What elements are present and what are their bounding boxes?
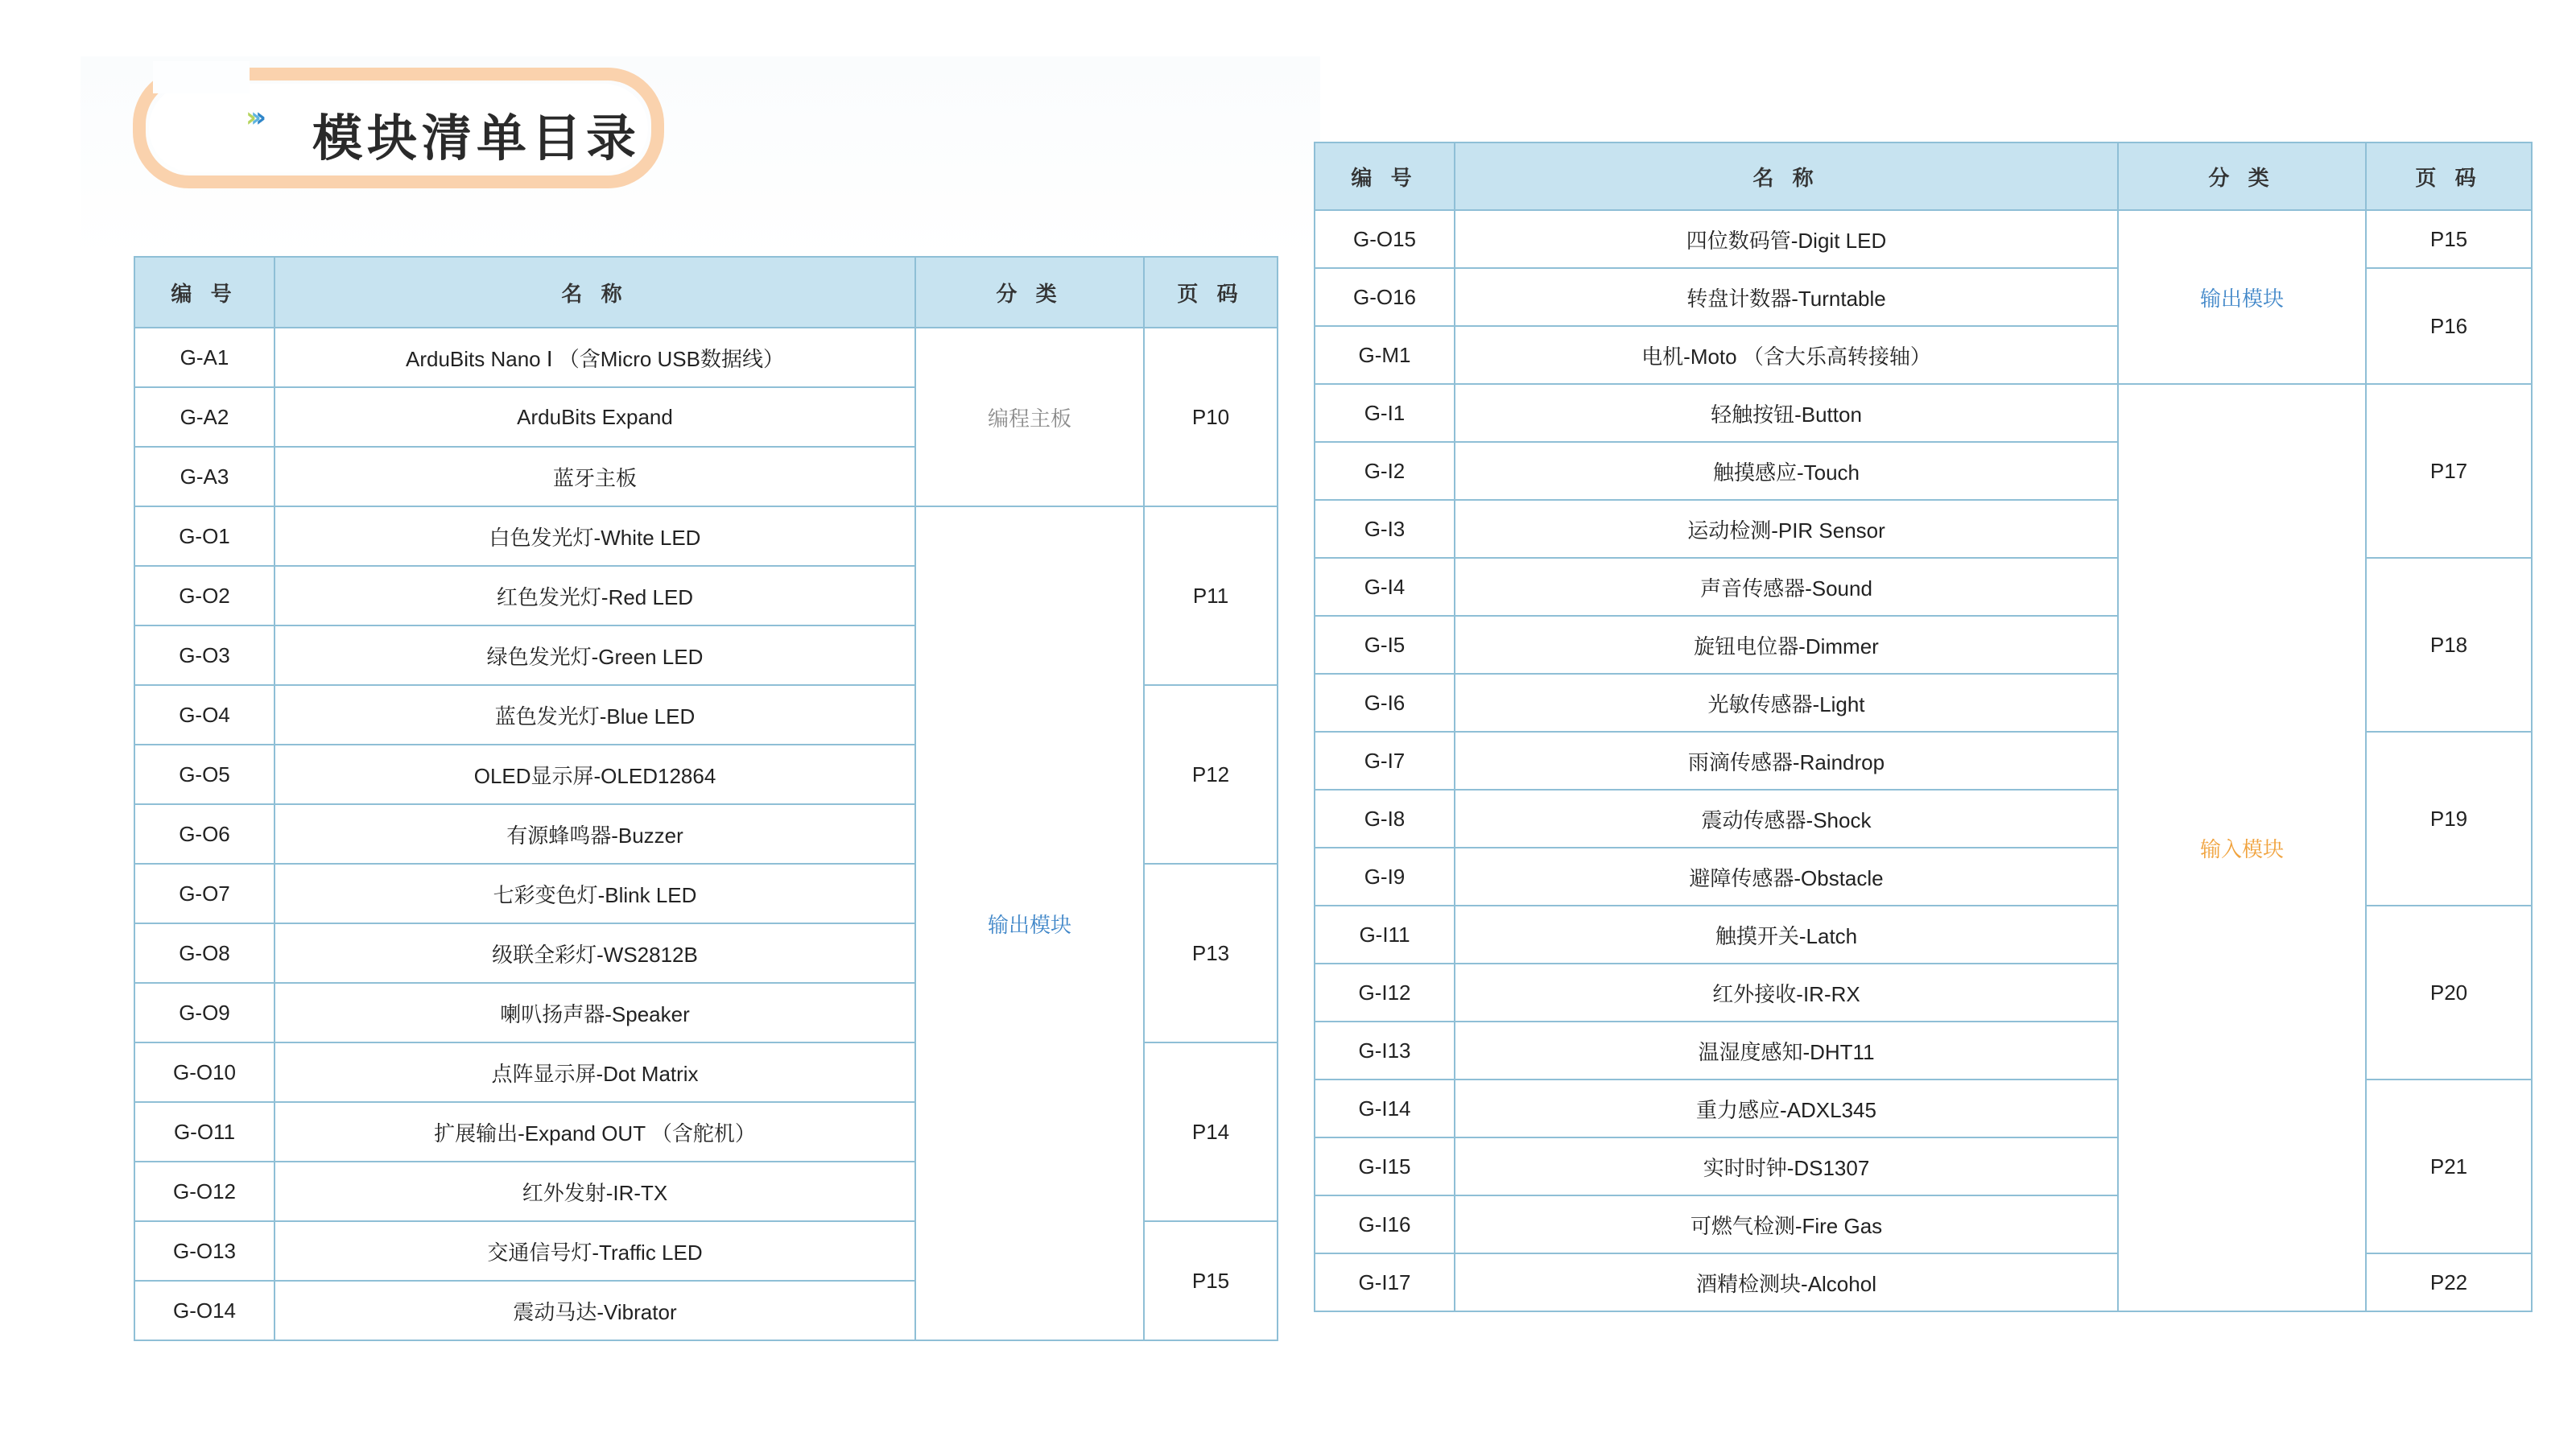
module-name: 红色发光灯-Red LED <box>275 566 915 625</box>
module-id: G-I5 <box>1315 616 1455 674</box>
module-name: 级联全彩灯-WS2812B <box>275 923 915 983</box>
module-name: 可燃气检测-Fire Gas <box>1455 1195 2118 1253</box>
module-name: ArduBits Expand <box>275 387 915 447</box>
module-name: 电机-Moto （含大乐高转接轴） <box>1455 326 2118 384</box>
table-row <box>134 328 1278 387</box>
module-id: G-O15 <box>1315 210 1455 268</box>
header-page: 页 码 <box>1144 257 1278 328</box>
header-id: 编 号 <box>134 257 275 328</box>
module-id: G-I6 <box>1315 674 1455 732</box>
module-name: 实时时钟-DS1307 <box>1455 1137 2118 1195</box>
module-name: 雨滴传感器-Raindrop <box>1455 732 2118 790</box>
module-name: 重力感应-ADXL345 <box>1455 1080 2118 1137</box>
module-name: 红外接收-IR-RX <box>1455 964 2118 1022</box>
module-id: G-O14 <box>134 1281 275 1340</box>
category-mainboard: 编程主板 <box>915 328 1144 506</box>
module-name: 交通信号灯-Traffic LED <box>275 1221 915 1281</box>
module-id: G-I16 <box>1315 1195 1455 1253</box>
module-name: OLED显示屏-OLED12864 <box>275 745 915 804</box>
module-id: G-I17 <box>1315 1253 1455 1311</box>
module-name: 红外发射-IR-TX <box>275 1162 915 1221</box>
module-id: G-I12 <box>1315 964 1455 1022</box>
module-id: G-I3 <box>1315 500 1455 558</box>
page-number: P14 <box>1144 1042 1278 1221</box>
module-name: 避障传感器-Obstacle <box>1455 848 2118 906</box>
module-id: G-O8 <box>134 923 275 983</box>
table-header-row <box>134 257 1278 328</box>
header-category: 分 类 <box>915 257 1144 328</box>
page-number: P21 <box>2366 1080 2532 1253</box>
module-name: 震动传感器-Shock <box>1455 790 2118 848</box>
module-id: G-O2 <box>134 566 275 625</box>
module-id: G-O9 <box>134 983 275 1042</box>
module-id: G-A2 <box>134 387 275 447</box>
module-name: 光敏传感器-Light <box>1455 674 2118 732</box>
module-name: 温湿度感知-DHT11 <box>1455 1022 2118 1080</box>
page-number: P16 <box>2366 268 2532 384</box>
module-id: G-O3 <box>134 625 275 685</box>
module-name: 运动检测-PIR Sensor <box>1455 500 2118 558</box>
title-arrows-icon: ››› <box>246 101 261 134</box>
module-id: G-I7 <box>1315 732 1455 790</box>
module-id: G-I1 <box>1315 384 1455 442</box>
module-id: G-A1 <box>134 328 275 387</box>
page-number: P10 <box>1144 328 1278 506</box>
module-name: 转盘计数器-Turntable <box>1455 268 2118 326</box>
module-id: G-I15 <box>1315 1137 1455 1195</box>
category-input: 输入模块 <box>2118 384 2366 1311</box>
module-id: G-I4 <box>1315 558 1455 616</box>
module-id: G-O1 <box>134 506 275 566</box>
module-name: 四位数码管-Digit LED <box>1455 210 2118 268</box>
module-table-right <box>1314 142 2533 1312</box>
module-name: 七彩变色灯-Blink LED <box>275 864 915 923</box>
module-name: 酒精检测块-Alcohol <box>1455 1253 2118 1311</box>
module-id: G-O4 <box>134 685 275 745</box>
module-id: G-O10 <box>134 1042 275 1102</box>
module-id: G-I9 <box>1315 848 1455 906</box>
module-table-left <box>134 256 1278 1341</box>
page-number: P15 <box>2366 210 2532 268</box>
module-id: G-A3 <box>134 447 275 506</box>
page-number: P15 <box>1144 1221 1278 1340</box>
page-number: P19 <box>2366 732 2532 906</box>
module-id: G-O13 <box>134 1221 275 1281</box>
module-name: 扩展输出-Expand OUT （含舵机） <box>275 1102 915 1162</box>
module-id: G-O11 <box>134 1102 275 1162</box>
module-name: 绿色发光灯-Green LED <box>275 625 915 685</box>
module-name: 点阵显示屏-Dot Matrix <box>275 1042 915 1102</box>
category-output: 输出模块 <box>2118 210 2366 384</box>
page-number: P13 <box>1144 864 1278 1042</box>
module-id: G-O16 <box>1315 268 1455 326</box>
table-row <box>1315 384 2532 442</box>
module-id: G-I13 <box>1315 1022 1455 1080</box>
page-number: P11 <box>1144 506 1278 685</box>
module-name: 触摸开关-Latch <box>1455 906 2118 964</box>
module-name: ArduBits Nano Ⅰ （含Micro USB数据线） <box>275 328 915 387</box>
category-output: 输出模块 <box>915 506 1144 1340</box>
module-id: G-I11 <box>1315 906 1455 964</box>
title-frame-gap <box>153 61 250 93</box>
module-id: G-I14 <box>1315 1080 1455 1137</box>
module-id: G-O5 <box>134 745 275 804</box>
header-name: 名 称 <box>275 257 915 328</box>
module-id: G-I2 <box>1315 442 1455 500</box>
header-page: 页 码 <box>2366 142 2532 210</box>
module-name: 旋钮电位器-Dimmer <box>1455 616 2118 674</box>
page-number: P12 <box>1144 685 1278 864</box>
table-row <box>134 506 1278 566</box>
module-name: 喇叭扬声器-Speaker <box>275 983 915 1042</box>
module-id: G-O7 <box>134 864 275 923</box>
module-name: 轻触按钮-Button <box>1455 384 2118 442</box>
header-name: 名 称 <box>1455 142 2118 210</box>
header-category: 分 类 <box>2118 142 2366 210</box>
module-name: 触摸感应-Touch <box>1455 442 2118 500</box>
page-number: P17 <box>2366 384 2532 558</box>
page-title: 模块清单目录 <box>312 109 642 167</box>
page-number: P22 <box>2366 1253 2532 1311</box>
module-id: G-O12 <box>134 1162 275 1221</box>
header-id: 编 号 <box>1315 142 1455 210</box>
page-number: P18 <box>2366 558 2532 732</box>
module-name: 声音传感器-Sound <box>1455 558 2118 616</box>
module-id: G-O6 <box>134 804 275 864</box>
module-id: G-M1 <box>1315 326 1455 384</box>
module-id: G-I8 <box>1315 790 1455 848</box>
page-number: P20 <box>2366 906 2532 1080</box>
module-name: 震动马达-Vibrator <box>275 1281 915 1340</box>
table-header-row <box>1315 142 2532 210</box>
module-name: 蓝色发光灯-Blue LED <box>275 685 915 745</box>
module-name: 有源蜂鸣器-Buzzer <box>275 804 915 864</box>
module-name: 蓝牙主板 <box>275 447 915 506</box>
module-name: 白色发光灯-White LED <box>275 506 915 566</box>
table-row <box>1315 210 2532 268</box>
